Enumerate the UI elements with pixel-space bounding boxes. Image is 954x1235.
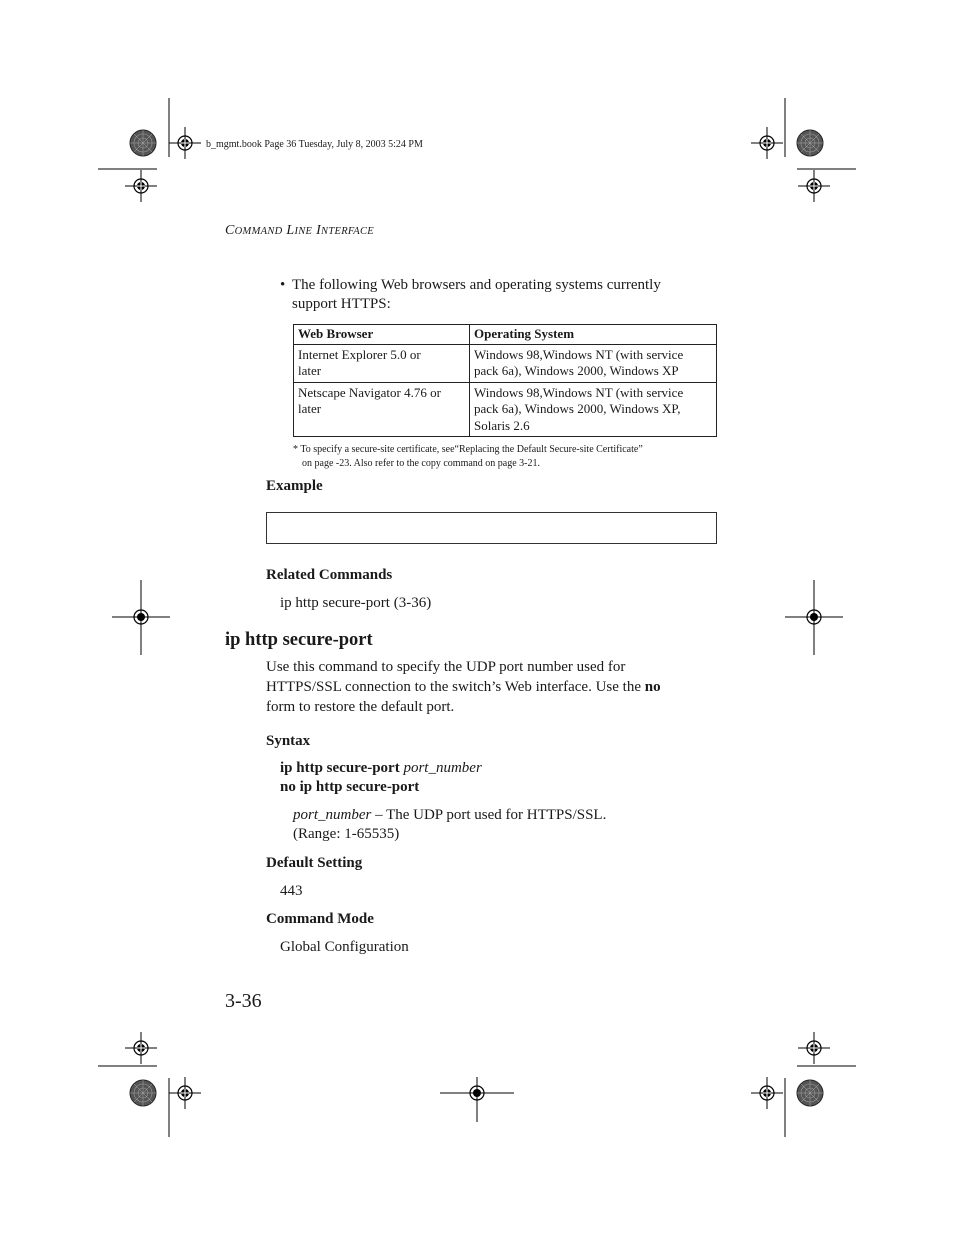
default-setting-heading: Default Setting (266, 855, 363, 871)
syntax-block: ip http secure-port port_number no ip http secure-port (280, 760, 482, 795)
example-code-box (266, 512, 717, 544)
bullet-line: support HTTPS: (292, 296, 391, 312)
table-header-row (294, 325, 717, 345)
bullet-item (280, 276, 720, 314)
running-head: COMMAND LINE INTERFACE (225, 223, 375, 238)
print-slug: b_mgmt.book Page 36 Tuesday, July 8, 2003 5:24 PM (206, 139, 423, 150)
parameter-description: port_number – The UDP port used for HTTPS/SSL. (Range: 1-65535) (293, 807, 607, 842)
command-description: Use this command to specify the UDP port number used for HTTPS/SSL connection to the switch’s Web interface. Use the no form to restore the default port. (266, 659, 661, 715)
section-title: ip http secure-port (225, 630, 373, 650)
command-mode-heading: Command Mode (266, 911, 374, 927)
syntax-heading: Syntax (266, 733, 311, 749)
related-command-item: ip http secure-port (3-36) (280, 595, 432, 611)
example-heading: Example (266, 478, 323, 494)
table-cell-os: Windows 98,Windows NT (with service pack 6a), Windows 2000, Windows XP (470, 344, 717, 382)
table-footnote: * To specify a secure-site certificate, see“Replacing the Default Secure-site Certificate” on page -23. Also refer to the copy command on page 3-21. (293, 444, 643, 469)
table-row (294, 382, 717, 437)
related-commands-heading: Related Commands (266, 567, 393, 583)
command-mode-value: Global Configuration (280, 939, 409, 955)
browser-os-table (293, 324, 717, 437)
table-cell-browser: Netscape Navigator 4.76 or later (294, 382, 470, 437)
table-header-browser: Web Browser (294, 325, 470, 345)
default-setting-value: 443 (280, 883, 303, 899)
table-cell-browser: Internet Explorer 5.0 or later (294, 344, 470, 382)
table-row (294, 344, 717, 382)
table-header-os: Operating System (470, 325, 717, 345)
table-cell-os: Windows 98,Windows NT (with service pack 6a), Windows 2000, Windows XP, Solaris 2.6 (470, 382, 717, 437)
page-number: 3-36 (225, 990, 262, 1012)
bullet-symbol: • (280, 277, 286, 293)
bullet-line: The following Web browsers and operating systems currently (292, 277, 661, 293)
